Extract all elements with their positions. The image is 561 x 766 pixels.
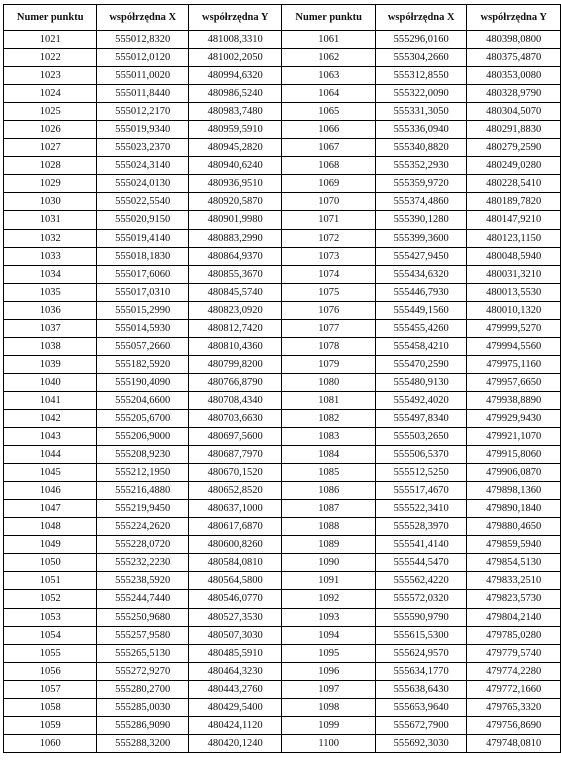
cell-coordinate-y-right: 479804,2140 bbox=[467, 608, 561, 626]
cell-coordinate-x-left: 555265,5130 bbox=[97, 644, 189, 662]
cell-coordinate-y-right: 480010,1320 bbox=[467, 301, 561, 319]
cell-coordinate-x-left: 555244,7440 bbox=[97, 590, 189, 608]
cell-coordinate-y-left: 480600,8260 bbox=[189, 536, 282, 554]
cell-point-number-right: 1065 bbox=[282, 103, 375, 121]
cell-point-number-left: 1041 bbox=[4, 391, 97, 409]
cell-point-number-right: 1063 bbox=[282, 67, 375, 85]
table-row bbox=[4, 536, 561, 554]
cell-point-number-left: 1048 bbox=[4, 518, 97, 536]
cell-point-number-left: 1029 bbox=[4, 175, 97, 193]
cell-coordinate-y-left: 480883,2990 bbox=[189, 229, 282, 247]
cell-point-number-left: 1031 bbox=[4, 211, 97, 229]
table-row bbox=[4, 211, 561, 229]
cell-point-number-left: 1059 bbox=[4, 716, 97, 734]
cell-coordinate-x-left: 555238,5920 bbox=[97, 572, 189, 590]
cell-coordinate-y-left: 480855,3670 bbox=[189, 265, 282, 283]
cell-point-number-left: 1028 bbox=[4, 157, 97, 175]
cell-point-number-left: 1023 bbox=[4, 67, 97, 85]
cell-coordinate-x-right: 555541,4140 bbox=[375, 536, 467, 554]
cell-coordinate-y-right: 479880,4650 bbox=[467, 518, 561, 536]
cell-coordinate-y-right: 479774,2280 bbox=[467, 662, 561, 680]
cell-point-number-left: 1025 bbox=[4, 103, 97, 121]
cell-point-number-right: 1084 bbox=[282, 446, 375, 464]
cell-point-number-left: 1054 bbox=[4, 626, 97, 644]
cell-coordinate-x-right: 555615,5300 bbox=[375, 626, 467, 644]
cell-coordinate-x-left: 555019,9340 bbox=[97, 121, 189, 139]
cell-coordinate-x-right: 555638,6430 bbox=[375, 680, 467, 698]
cell-coordinate-x-right: 555304,2660 bbox=[375, 49, 467, 67]
cell-point-number-left: 1045 bbox=[4, 464, 97, 482]
cell-coordinate-y-right: 480228,5410 bbox=[467, 175, 561, 193]
cell-coordinate-y-right: 479929,9430 bbox=[467, 409, 561, 427]
cell-coordinate-y-left: 480527,3530 bbox=[189, 608, 282, 626]
cell-point-number-right: 1082 bbox=[282, 409, 375, 427]
cell-coordinate-x-right: 555492,4020 bbox=[375, 391, 467, 409]
cell-coordinate-x-left: 555232,2230 bbox=[97, 554, 189, 572]
cell-point-number-left: 1057 bbox=[4, 680, 97, 698]
cell-coordinate-x-right: 555572,0320 bbox=[375, 590, 467, 608]
cell-coordinate-x-right: 555455,4260 bbox=[375, 319, 467, 337]
table-row bbox=[4, 337, 561, 355]
cell-coordinate-y-right: 480291,8830 bbox=[467, 121, 561, 139]
cell-coordinate-x-right: 555340,8820 bbox=[375, 139, 467, 157]
table-row bbox=[4, 67, 561, 85]
cell-coordinate-y-left: 480766,8790 bbox=[189, 373, 282, 391]
cell-coordinate-x-right: 555322,0090 bbox=[375, 85, 467, 103]
cell-coordinate-x-left: 555285,0030 bbox=[97, 698, 189, 716]
cell-coordinate-x-right: 555399,3600 bbox=[375, 229, 467, 247]
cell-point-number-right: 1097 bbox=[282, 680, 375, 698]
cell-coordinate-y-left: 480799,8200 bbox=[189, 355, 282, 373]
cell-coordinate-y-right: 479999,5270 bbox=[467, 319, 561, 337]
cell-point-number-right: 1078 bbox=[282, 337, 375, 355]
cell-point-number-right: 1064 bbox=[282, 85, 375, 103]
cell-coordinate-y-right: 480375,4870 bbox=[467, 49, 561, 67]
header-coordinate-y-right: współrzędna Y bbox=[467, 5, 561, 31]
cell-coordinate-y-right: 480048,5940 bbox=[467, 247, 561, 265]
cell-coordinate-y-right: 479854,5130 bbox=[467, 554, 561, 572]
cell-coordinate-y-left: 480708,4340 bbox=[189, 391, 282, 409]
cell-coordinate-x-right: 555562,4220 bbox=[375, 572, 467, 590]
cell-coordinate-y-left: 480424,1120 bbox=[189, 716, 282, 734]
table-row bbox=[4, 662, 561, 680]
cell-coordinate-x-right: 555517,4670 bbox=[375, 482, 467, 500]
cell-coordinate-x-right: 555503,2650 bbox=[375, 428, 467, 446]
cell-point-number-left: 1026 bbox=[4, 121, 97, 139]
cell-coordinate-y-left: 480584,0810 bbox=[189, 554, 282, 572]
cell-coordinate-x-right: 555624,9570 bbox=[375, 644, 467, 662]
cell-point-number-right: 1061 bbox=[282, 31, 375, 49]
table-row bbox=[4, 626, 561, 644]
cell-coordinate-x-left: 555024,0130 bbox=[97, 175, 189, 193]
cell-point-number-right: 1094 bbox=[282, 626, 375, 644]
cell-coordinate-y-right: 480123,1150 bbox=[467, 229, 561, 247]
cell-coordinate-x-right: 555634,1770 bbox=[375, 662, 467, 680]
cell-coordinate-x-left: 555250,9680 bbox=[97, 608, 189, 626]
cell-coordinate-x-left: 555224,2620 bbox=[97, 518, 189, 536]
cell-coordinate-y-right: 480328,9790 bbox=[467, 85, 561, 103]
cell-coordinate-y-right: 479906,0870 bbox=[467, 464, 561, 482]
cell-coordinate-y-left: 480703,6630 bbox=[189, 409, 282, 427]
cell-point-number-left: 1032 bbox=[4, 229, 97, 247]
cell-coordinate-y-left: 481002,2050 bbox=[189, 49, 282, 67]
table-row bbox=[4, 373, 561, 391]
cell-coordinate-x-right: 555352,2930 bbox=[375, 157, 467, 175]
cell-coordinate-y-left: 480920,5870 bbox=[189, 193, 282, 211]
table-row bbox=[4, 49, 561, 67]
table-row bbox=[4, 301, 561, 319]
cell-coordinate-x-right: 555512,5250 bbox=[375, 464, 467, 482]
cell-coordinate-x-left: 555023,2370 bbox=[97, 139, 189, 157]
cell-coordinate-y-left: 480687,7970 bbox=[189, 446, 282, 464]
cell-coordinate-y-right: 480249,0280 bbox=[467, 157, 561, 175]
cell-coordinate-y-right: 479890,1840 bbox=[467, 500, 561, 518]
cell-coordinate-x-right: 555590,9790 bbox=[375, 608, 467, 626]
cell-coordinate-x-left: 555015,2990 bbox=[97, 301, 189, 319]
cell-point-number-left: 1046 bbox=[4, 482, 97, 500]
cell-point-number-left: 1049 bbox=[4, 536, 97, 554]
cell-coordinate-x-left: 555212,1950 bbox=[97, 464, 189, 482]
cell-coordinate-y-right: 480304,5070 bbox=[467, 103, 561, 121]
cell-coordinate-y-left: 480845,5740 bbox=[189, 283, 282, 301]
table-row bbox=[4, 121, 561, 139]
cell-coordinate-y-right: 479765,3320 bbox=[467, 698, 561, 716]
table-row bbox=[4, 355, 561, 373]
cell-point-number-left: 1052 bbox=[4, 590, 97, 608]
cell-coordinate-y-right: 479833,2510 bbox=[467, 572, 561, 590]
cell-coordinate-y-left: 480564,5800 bbox=[189, 572, 282, 590]
cell-coordinate-y-right: 480013,5530 bbox=[467, 283, 561, 301]
cell-point-number-right: 1088 bbox=[282, 518, 375, 536]
cell-coordinate-y-right: 479915,8060 bbox=[467, 446, 561, 464]
cell-point-number-right: 1079 bbox=[282, 355, 375, 373]
cell-coordinate-x-right: 555506,5370 bbox=[375, 446, 467, 464]
cell-coordinate-x-left: 555228,0720 bbox=[97, 536, 189, 554]
cell-coordinate-y-left: 480617,6870 bbox=[189, 518, 282, 536]
header-point-number-right: Numer punktu bbox=[282, 5, 375, 31]
cell-coordinate-x-right: 555331,3050 bbox=[375, 103, 467, 121]
cell-point-number-left: 1053 bbox=[4, 608, 97, 626]
cell-point-number-left: 1060 bbox=[4, 734, 97, 752]
cell-coordinate-y-right: 479785,0280 bbox=[467, 626, 561, 644]
cell-point-number-right: 1075 bbox=[282, 283, 375, 301]
cell-coordinate-x-right: 555672,7900 bbox=[375, 716, 467, 734]
cell-coordinate-y-right: 479921,1070 bbox=[467, 428, 561, 446]
cell-point-number-right: 1076 bbox=[282, 301, 375, 319]
table-row bbox=[4, 247, 561, 265]
cell-coordinate-y-left: 480936,9510 bbox=[189, 175, 282, 193]
table-body bbox=[4, 31, 561, 753]
cell-point-number-right: 1080 bbox=[282, 373, 375, 391]
cell-coordinate-y-left: 480697,5600 bbox=[189, 428, 282, 446]
cell-point-number-right: 1070 bbox=[282, 193, 375, 211]
table-row bbox=[4, 590, 561, 608]
cell-point-number-right: 1077 bbox=[282, 319, 375, 337]
cell-coordinate-y-left: 480983,7480 bbox=[189, 103, 282, 121]
table-row bbox=[4, 644, 561, 662]
cell-coordinate-y-left: 480670,1520 bbox=[189, 464, 282, 482]
table-row bbox=[4, 157, 561, 175]
cell-point-number-left: 1050 bbox=[4, 554, 97, 572]
cell-coordinate-x-left: 555012,8320 bbox=[97, 31, 189, 49]
table-row bbox=[4, 680, 561, 698]
cell-point-number-left: 1044 bbox=[4, 446, 97, 464]
cell-coordinate-x-left: 555024,3140 bbox=[97, 157, 189, 175]
cell-coordinate-y-left: 480945,2820 bbox=[189, 139, 282, 157]
cell-coordinate-y-left: 480940,6240 bbox=[189, 157, 282, 175]
cell-coordinate-x-left: 555190,4090 bbox=[97, 373, 189, 391]
cell-point-number-left: 1030 bbox=[4, 193, 97, 211]
table-row bbox=[4, 229, 561, 247]
cell-coordinate-x-left: 555012,2170 bbox=[97, 103, 189, 121]
cell-coordinate-y-right: 480031,3210 bbox=[467, 265, 561, 283]
cell-coordinate-y-right: 480353,0080 bbox=[467, 67, 561, 85]
cell-coordinate-y-right: 479975,1160 bbox=[467, 355, 561, 373]
cell-coordinate-x-left: 555011,0020 bbox=[97, 67, 189, 85]
cell-point-number-left: 1034 bbox=[4, 265, 97, 283]
cell-coordinate-x-left: 555205,6700 bbox=[97, 409, 189, 427]
cell-point-number-right: 1086 bbox=[282, 482, 375, 500]
cell-point-number-right: 1091 bbox=[282, 572, 375, 590]
cell-coordinate-y-right: 479994,5560 bbox=[467, 337, 561, 355]
cell-coordinate-y-right: 479748,0810 bbox=[467, 734, 561, 752]
cell-point-number-right: 1083 bbox=[282, 428, 375, 446]
cell-point-number-right: 1071 bbox=[282, 211, 375, 229]
cell-point-number-left: 1021 bbox=[4, 31, 97, 49]
cell-coordinate-y-right: 479898,1360 bbox=[467, 482, 561, 500]
cell-point-number-left: 1056 bbox=[4, 662, 97, 680]
cell-coordinate-x-right: 555434,6320 bbox=[375, 265, 467, 283]
table-row bbox=[4, 482, 561, 500]
cell-coordinate-y-left: 481008,3310 bbox=[189, 31, 282, 49]
table-row bbox=[4, 464, 561, 482]
cell-coordinate-y-right: 479957,6650 bbox=[467, 373, 561, 391]
cell-point-number-right: 1068 bbox=[282, 157, 375, 175]
cell-point-number-right: 1090 bbox=[282, 554, 375, 572]
cell-coordinate-x-right: 555470,2590 bbox=[375, 355, 467, 373]
cell-point-number-right: 1095 bbox=[282, 644, 375, 662]
cell-point-number-right: 1072 bbox=[282, 229, 375, 247]
cell-coordinate-x-right: 555296,0160 bbox=[375, 31, 467, 49]
coordinates-table bbox=[3, 4, 561, 753]
cell-coordinate-y-right: 479938,8890 bbox=[467, 391, 561, 409]
cell-point-number-left: 1040 bbox=[4, 373, 97, 391]
cell-coordinate-y-left: 480994,6320 bbox=[189, 67, 282, 85]
cell-point-number-right: 1099 bbox=[282, 716, 375, 734]
cell-coordinate-x-left: 555011,8440 bbox=[97, 85, 189, 103]
cell-coordinate-x-right: 555446,7930 bbox=[375, 283, 467, 301]
cell-coordinate-x-left: 555257,9580 bbox=[97, 626, 189, 644]
cell-point-number-right: 1089 bbox=[282, 536, 375, 554]
cell-coordinate-x-left: 555204,6600 bbox=[97, 391, 189, 409]
cell-coordinate-x-right: 555390,1280 bbox=[375, 211, 467, 229]
cell-coordinate-y-left: 480485,5910 bbox=[189, 644, 282, 662]
cell-point-number-left: 1055 bbox=[4, 644, 97, 662]
cell-coordinate-y-left: 480546,0770 bbox=[189, 590, 282, 608]
table-row bbox=[4, 175, 561, 193]
cell-point-number-right: 1081 bbox=[282, 391, 375, 409]
cell-coordinate-y-right: 480398,0800 bbox=[467, 31, 561, 49]
table-row bbox=[4, 409, 561, 427]
cell-point-number-left: 1037 bbox=[4, 319, 97, 337]
cell-coordinate-y-left: 480464,3230 bbox=[189, 662, 282, 680]
header-coordinate-x-right: współrzędna X bbox=[375, 5, 467, 31]
cell-coordinate-y-left: 480864,9370 bbox=[189, 247, 282, 265]
cell-coordinate-x-left: 555280,2700 bbox=[97, 680, 189, 698]
cell-coordinate-x-right: 555544,5470 bbox=[375, 554, 467, 572]
table-row bbox=[4, 734, 561, 752]
cell-point-number-left: 1058 bbox=[4, 698, 97, 716]
cell-coordinate-y-left: 480901,9980 bbox=[189, 211, 282, 229]
cell-coordinate-x-right: 555312,8550 bbox=[375, 67, 467, 85]
header-coordinate-y-left: współrzędna Y bbox=[189, 5, 282, 31]
table-row bbox=[4, 283, 561, 301]
table-row bbox=[4, 265, 561, 283]
cell-point-number-right: 1067 bbox=[282, 139, 375, 157]
cell-coordinate-x-left: 555017,6060 bbox=[97, 265, 189, 283]
cell-point-number-left: 1043 bbox=[4, 428, 97, 446]
cell-coordinate-x-left: 555012,0120 bbox=[97, 49, 189, 67]
cell-point-number-right: 1074 bbox=[282, 265, 375, 283]
cell-coordinate-x-right: 555374,4860 bbox=[375, 193, 467, 211]
cell-coordinate-x-right: 555692,3030 bbox=[375, 734, 467, 752]
cell-point-number-left: 1024 bbox=[4, 85, 97, 103]
cell-coordinate-y-right: 479859,5940 bbox=[467, 536, 561, 554]
header-point-number-left: Numer punktu bbox=[4, 5, 97, 31]
cell-point-number-right: 1093 bbox=[282, 608, 375, 626]
cell-point-number-left: 1042 bbox=[4, 409, 97, 427]
table-header bbox=[4, 5, 561, 31]
table-row bbox=[4, 446, 561, 464]
cell-point-number-right: 1100 bbox=[282, 734, 375, 752]
cell-point-number-left: 1022 bbox=[4, 49, 97, 67]
cell-coordinate-x-right: 555497,8340 bbox=[375, 409, 467, 427]
cell-coordinate-x-right: 555522,3410 bbox=[375, 500, 467, 518]
cell-point-number-right: 1062 bbox=[282, 49, 375, 67]
cell-coordinate-y-left: 480812,7420 bbox=[189, 319, 282, 337]
table-row bbox=[4, 139, 561, 157]
cell-coordinate-x-left: 555014,5930 bbox=[97, 319, 189, 337]
table-row bbox=[4, 698, 561, 716]
cell-coordinate-x-right: 555653,9640 bbox=[375, 698, 467, 716]
table-row bbox=[4, 554, 561, 572]
cell-coordinate-y-left: 480443,2760 bbox=[189, 680, 282, 698]
cell-coordinate-x-left: 555286,9090 bbox=[97, 716, 189, 734]
cell-coordinate-y-left: 480507,3030 bbox=[189, 626, 282, 644]
cell-coordinate-x-right: 555336,0940 bbox=[375, 121, 467, 139]
cell-coordinate-y-right: 480189,7820 bbox=[467, 193, 561, 211]
cell-coordinate-x-left: 555288,3200 bbox=[97, 734, 189, 752]
cell-point-number-right: 1087 bbox=[282, 500, 375, 518]
cell-coordinate-y-right: 480279,2590 bbox=[467, 139, 561, 157]
coordinates-table-container bbox=[3, 4, 561, 753]
table-row bbox=[4, 85, 561, 103]
cell-coordinate-x-left: 555017,0310 bbox=[97, 283, 189, 301]
cell-point-number-left: 1047 bbox=[4, 500, 97, 518]
table-row bbox=[4, 319, 561, 337]
cell-coordinate-y-right: 479756,8690 bbox=[467, 716, 561, 734]
cell-coordinate-y-right: 479823,5730 bbox=[467, 590, 561, 608]
table-row bbox=[4, 391, 561, 409]
cell-coordinate-x-left: 555018,1830 bbox=[97, 247, 189, 265]
cell-point-number-right: 1066 bbox=[282, 121, 375, 139]
table-row bbox=[4, 716, 561, 734]
cell-coordinate-x-left: 555206,9000 bbox=[97, 428, 189, 446]
cell-point-number-right: 1085 bbox=[282, 464, 375, 482]
header-row bbox=[4, 5, 561, 31]
table-row bbox=[4, 31, 561, 49]
table-row bbox=[4, 518, 561, 536]
cell-point-number-left: 1051 bbox=[4, 572, 97, 590]
cell-coordinate-x-right: 555427,9450 bbox=[375, 247, 467, 265]
cell-coordinate-x-right: 555449,1560 bbox=[375, 301, 467, 319]
cell-coordinate-y-left: 480823,0920 bbox=[189, 301, 282, 319]
cell-coordinate-x-right: 555480,9130 bbox=[375, 373, 467, 391]
table-row bbox=[4, 608, 561, 626]
cell-coordinate-y-right: 479772,1660 bbox=[467, 680, 561, 698]
table-row bbox=[4, 500, 561, 518]
cell-coordinate-x-right: 555359,9720 bbox=[375, 175, 467, 193]
cell-coordinate-y-left: 480429,5400 bbox=[189, 698, 282, 716]
cell-point-number-left: 1038 bbox=[4, 337, 97, 355]
table-row bbox=[4, 103, 561, 121]
cell-coordinate-x-left: 555020,9150 bbox=[97, 211, 189, 229]
cell-coordinate-y-left: 480986,5240 bbox=[189, 85, 282, 103]
table-row bbox=[4, 572, 561, 590]
cell-coordinate-x-left: 555022,5540 bbox=[97, 193, 189, 211]
cell-coordinate-x-left: 555219,9450 bbox=[97, 500, 189, 518]
cell-point-number-left: 1039 bbox=[4, 355, 97, 373]
cell-point-number-right: 1092 bbox=[282, 590, 375, 608]
cell-coordinate-y-left: 480810,4360 bbox=[189, 337, 282, 355]
cell-coordinate-y-left: 480959,5910 bbox=[189, 121, 282, 139]
cell-point-number-right: 1096 bbox=[282, 662, 375, 680]
cell-coordinate-x-left: 555272,9270 bbox=[97, 662, 189, 680]
cell-point-number-right: 1098 bbox=[282, 698, 375, 716]
table-row bbox=[4, 193, 561, 211]
cell-coordinate-y-right: 479779,5740 bbox=[467, 644, 561, 662]
table-row bbox=[4, 428, 561, 446]
cell-coordinate-x-left: 555216,4880 bbox=[97, 482, 189, 500]
cell-coordinate-x-right: 555528,3970 bbox=[375, 518, 467, 536]
header-coordinate-x-left: współrzędna X bbox=[97, 5, 189, 31]
cell-point-number-left: 1033 bbox=[4, 247, 97, 265]
cell-coordinate-x-left: 555057,2660 bbox=[97, 337, 189, 355]
cell-point-number-right: 1069 bbox=[282, 175, 375, 193]
cell-point-number-left: 1036 bbox=[4, 301, 97, 319]
cell-coordinate-y-left: 480652,8520 bbox=[189, 482, 282, 500]
cell-coordinate-x-right: 555458,4210 bbox=[375, 337, 467, 355]
cell-coordinate-x-left: 555182,5920 bbox=[97, 355, 189, 373]
cell-point-number-left: 1027 bbox=[4, 139, 97, 157]
cell-coordinate-x-left: 555019,4140 bbox=[97, 229, 189, 247]
cell-coordinate-y-left: 480637,1000 bbox=[189, 500, 282, 518]
cell-coordinate-x-left: 555208,9230 bbox=[97, 446, 189, 464]
cell-point-number-right: 1073 bbox=[282, 247, 375, 265]
cell-coordinate-y-right: 480147,9210 bbox=[467, 211, 561, 229]
cell-coordinate-y-left: 480420,1240 bbox=[189, 734, 282, 752]
cell-point-number-left: 1035 bbox=[4, 283, 97, 301]
